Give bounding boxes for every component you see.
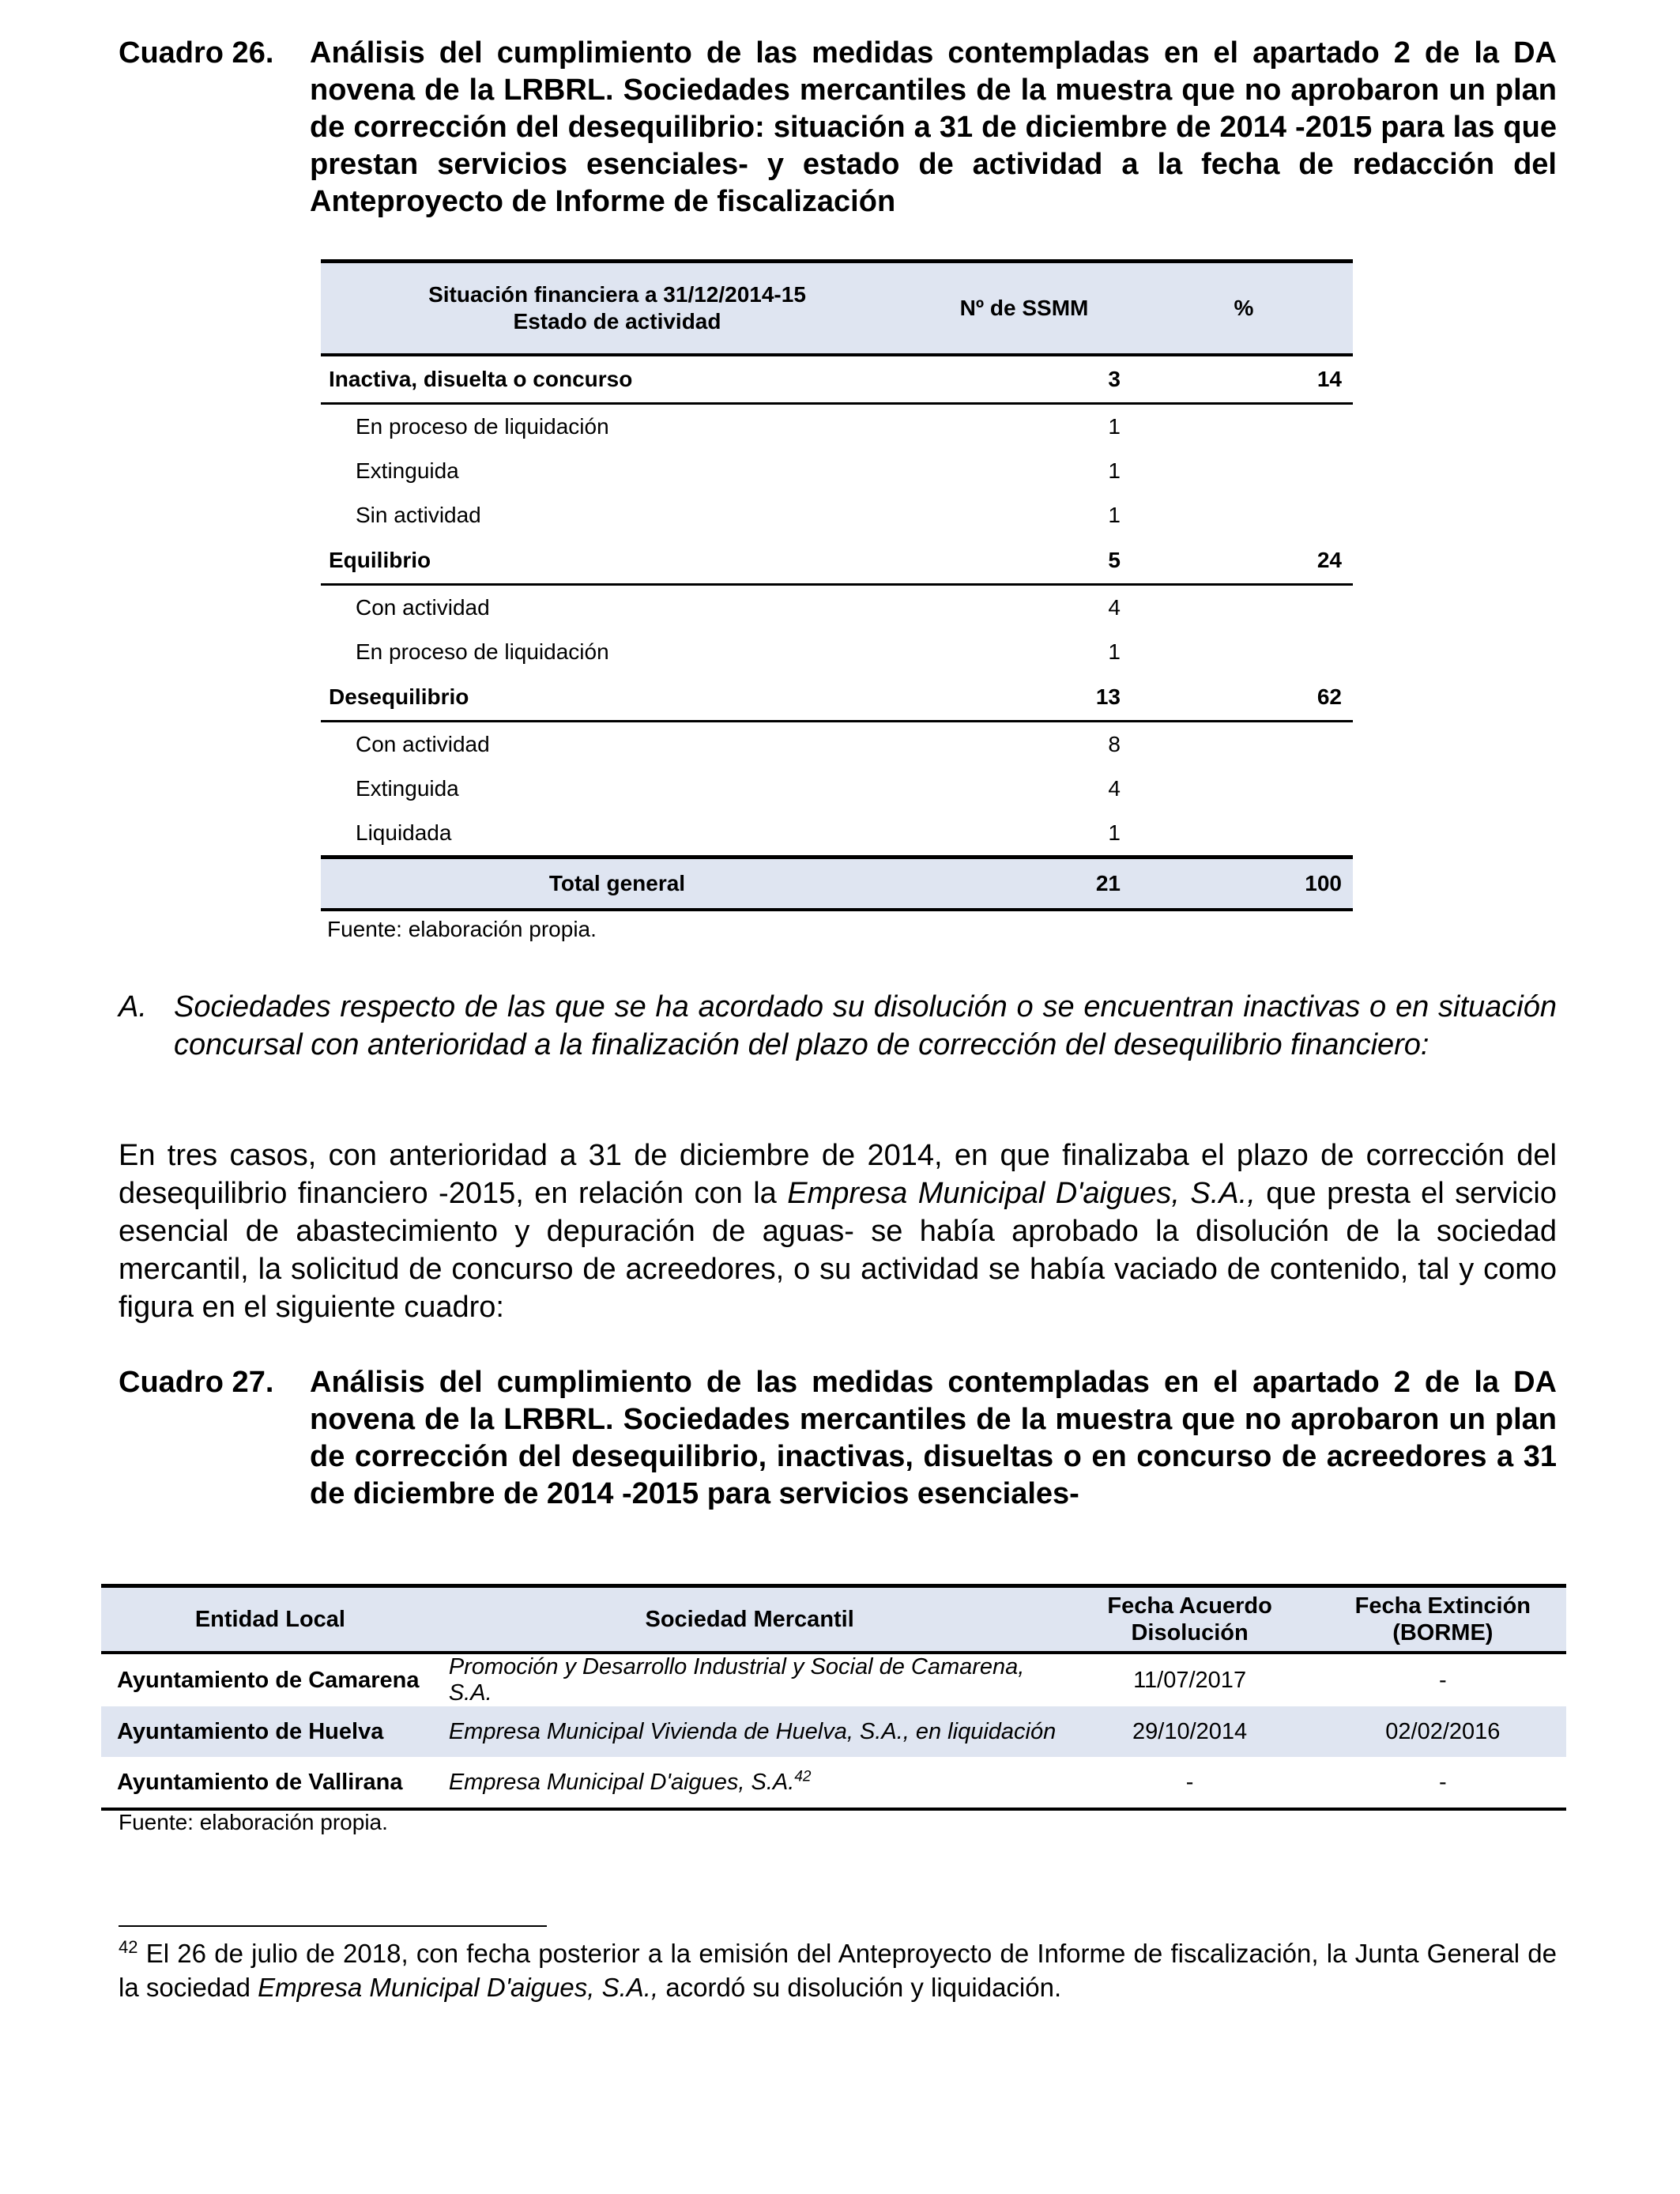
sub-count: 1	[1108, 820, 1121, 845]
group-row	[321, 674, 1353, 722]
cell-sociedad	[439, 1653, 1060, 1706]
header-sociedad-mercantil: Sociedad Mercantil	[439, 1586, 1060, 1653]
table-header-row	[321, 262, 1353, 356]
sub-count: 1	[1108, 414, 1121, 439]
header-percent: %	[1135, 262, 1353, 356]
cell-sociedad	[439, 1757, 1060, 1809]
paragraph-entity: Empresa Municipal D'aigues, S.A.,	[787, 1177, 1256, 1210]
section-a	[119, 988, 1557, 1064]
sub-count: 4	[1108, 595, 1121, 620]
sub-row	[321, 767, 1353, 811]
cell-sociedad	[439, 1706, 1060, 1757]
total-label: Total general	[321, 858, 913, 910]
cuadro-27-caption	[119, 1364, 1557, 1513]
sociedad-name: Empresa Municipal D'aigues, S.A.	[448, 1769, 795, 1795]
sub-label: Liquidada	[356, 820, 452, 845]
group-percent: 24	[1135, 537, 1353, 585]
sub-label: Sin actividad	[356, 503, 481, 527]
footnote-entity: Empresa Municipal D'aigues, S.A.,	[258, 1973, 659, 2002]
group-percent: 62	[1135, 674, 1353, 722]
header-situacion	[321, 262, 913, 356]
sociedad-name: Promoción y Desarrollo Industrial y Social de Camarena, S.A.	[448, 1654, 1025, 1706]
sub-row	[321, 449, 1353, 493]
sub-row	[321, 630, 1353, 674]
sub-label: En proceso de liquidación	[356, 639, 609, 664]
footnote-ref-42[interactable]: 42	[794, 1767, 812, 1785]
sub-row	[321, 493, 1353, 537]
group-label: Equilibrio	[321, 537, 913, 585]
sub-row	[321, 404, 1353, 450]
cuadro-27-title: Análisis del cumplimiento de las medidas contempladas en el apartado 2 de la DA novena de la LRBRL. Sociedades mercantiles de la muestra que no aprobaron un plan de corrección del desequilibrio, inactivas, disueltas o en concurso de acreedores a 31 de diciembre de 2014 -2015 para servicios esenciales-	[310, 1366, 1557, 1510]
total-count: 21	[913, 858, 1135, 910]
footnote-42	[119, 1936, 1557, 2004]
group-percent: 14	[1135, 355, 1353, 404]
header-fecha-extincion-line2: (BORME)	[1392, 1620, 1494, 1646]
footnote-text-after: acordó su disolución y liquidación.	[658, 1973, 1062, 2002]
group-row	[321, 355, 1353, 404]
total-percent: 100	[1135, 858, 1353, 910]
cell-fecha-extincion: -	[1320, 1757, 1566, 1809]
footnote-text-before: El 26 de julio de 2018, con fecha posterior a la emisión del Anteproyecto de Informe de fiscalización, la Junta General de la sociedad	[119, 1939, 1557, 2002]
header-situacion-line2: Estado de actividad	[513, 309, 721, 334]
sub-label: Extinguida	[356, 458, 459, 483]
paragraph-text-before: En tres casos, con anterioridad a 31 de diciembre de 2014, en que finalizaba el plazo de corrección del desequilibrio financiero -2015, en relación con la	[119, 1139, 1557, 1210]
cell-fecha-acuerdo: -	[1060, 1757, 1319, 1809]
header-fecha-extincion-line1: Fecha Extinción	[1354, 1593, 1531, 1619]
sub-count: 4	[1108, 776, 1121, 801]
cuadro-27-number: Cuadro 27.	[119, 1366, 274, 1399]
table-row	[101, 1653, 1566, 1706]
cuadro-26-source: Fuente: elaboración propia.	[327, 917, 597, 941]
group-count: 5	[913, 537, 1135, 585]
body-paragraph	[119, 1137, 1557, 1326]
footnote-number: 42	[119, 1937, 138, 1957]
sub-label: Con actividad	[356, 595, 490, 620]
sub-row	[321, 585, 1353, 631]
cuadro-26-table	[321, 259, 1353, 911]
sub-label: En proceso de liquidación	[356, 414, 609, 439]
cuadro-26-number: Cuadro 26.	[119, 36, 274, 70]
sub-row	[321, 722, 1353, 767]
sub-label: Con actividad	[356, 732, 490, 756]
footnote-separator	[119, 1925, 547, 1927]
paragraph-text-after: que presta el servicio esencial de abastecimiento y depuración de aguas- se había aprobado la disolución de la sociedad mercantil, la solicitud de concurso de acreedores, o su actividad se había vaciado de contenido, tal y como figura en el siguiente cuadro:	[119, 1177, 1557, 1324]
table-row	[101, 1757, 1566, 1809]
cuadro-27-source: Fuente: elaboración propia.	[119, 1810, 388, 1834]
group-count: 3	[913, 355, 1135, 404]
cell-entidad: Ayuntamiento de Huelva	[101, 1706, 439, 1757]
header-num-ssmm: Nº de SSMM	[913, 262, 1135, 356]
cell-entidad: Ayuntamiento de Camarena	[117, 1667, 420, 1693]
header-situacion-line1: Situación financiera a 31/12/2014-15	[428, 282, 806, 307]
header-fecha-acuerdo-line1: Fecha Acuerdo	[1107, 1593, 1272, 1619]
sub-row	[321, 811, 1353, 858]
group-row	[321, 537, 1353, 585]
cell-fecha-acuerdo: 11/07/2017	[1133, 1667, 1247, 1693]
total-row	[321, 858, 1353, 910]
cell-entidad: Ayuntamiento de Vallirana	[101, 1757, 439, 1809]
sub-count: 1	[1108, 458, 1121, 483]
sub-label: Extinguida	[356, 776, 459, 801]
cell-fecha-extincion: -	[1439, 1667, 1447, 1693]
header-fecha-acuerdo	[1060, 1586, 1319, 1653]
section-a-marker: A.	[119, 990, 147, 1023]
cuadro-26-title: Análisis del cumplimiento de las medidas contempladas en el apartado 2 de la DA novena de la LRBRL. Sociedades mercantiles de la muestra que no aprobaron un plan de corrección del desequilibrio: situación a 31 de diciembre de 2014 -2015 para las que prestan servicios esenciales- y estado de actividad a la fecha de redacción del Anteproyecto de Informe de fiscalización	[310, 36, 1557, 218]
group-count: 13	[913, 674, 1135, 722]
sub-count: 1	[1108, 503, 1121, 527]
header-entidad-local: Entidad Local	[101, 1586, 439, 1653]
cuadro-27-table	[101, 1584, 1566, 1811]
group-label: Inactiva, disuelta o concurso	[321, 355, 913, 404]
cuadro-26-caption	[119, 35, 1557, 221]
sub-count: 1	[1108, 639, 1121, 664]
section-a-text: Sociedades respecto de las que se ha acordado su disolución o se encuentran inactivas o en situación concursal con anterioridad a la finalización del plazo de corrección del desequilibrio financiero:	[174, 990, 1557, 1061]
header-fecha-acuerdo-line2: Disolución	[1131, 1620, 1249, 1646]
cell-fecha-acuerdo: 29/10/2014	[1060, 1706, 1319, 1757]
sub-count: 8	[1108, 732, 1121, 756]
group-label: Desequilibrio	[321, 674, 913, 722]
cell-fecha-extincion: 02/02/2016	[1320, 1706, 1566, 1757]
sociedad-name: Empresa Municipal Vivienda de Huelva, S.A., en liquidación	[448, 1718, 1057, 1744]
header-fecha-extincion	[1320, 1586, 1566, 1653]
table-header-row	[101, 1586, 1566, 1653]
table-row	[101, 1706, 1566, 1757]
